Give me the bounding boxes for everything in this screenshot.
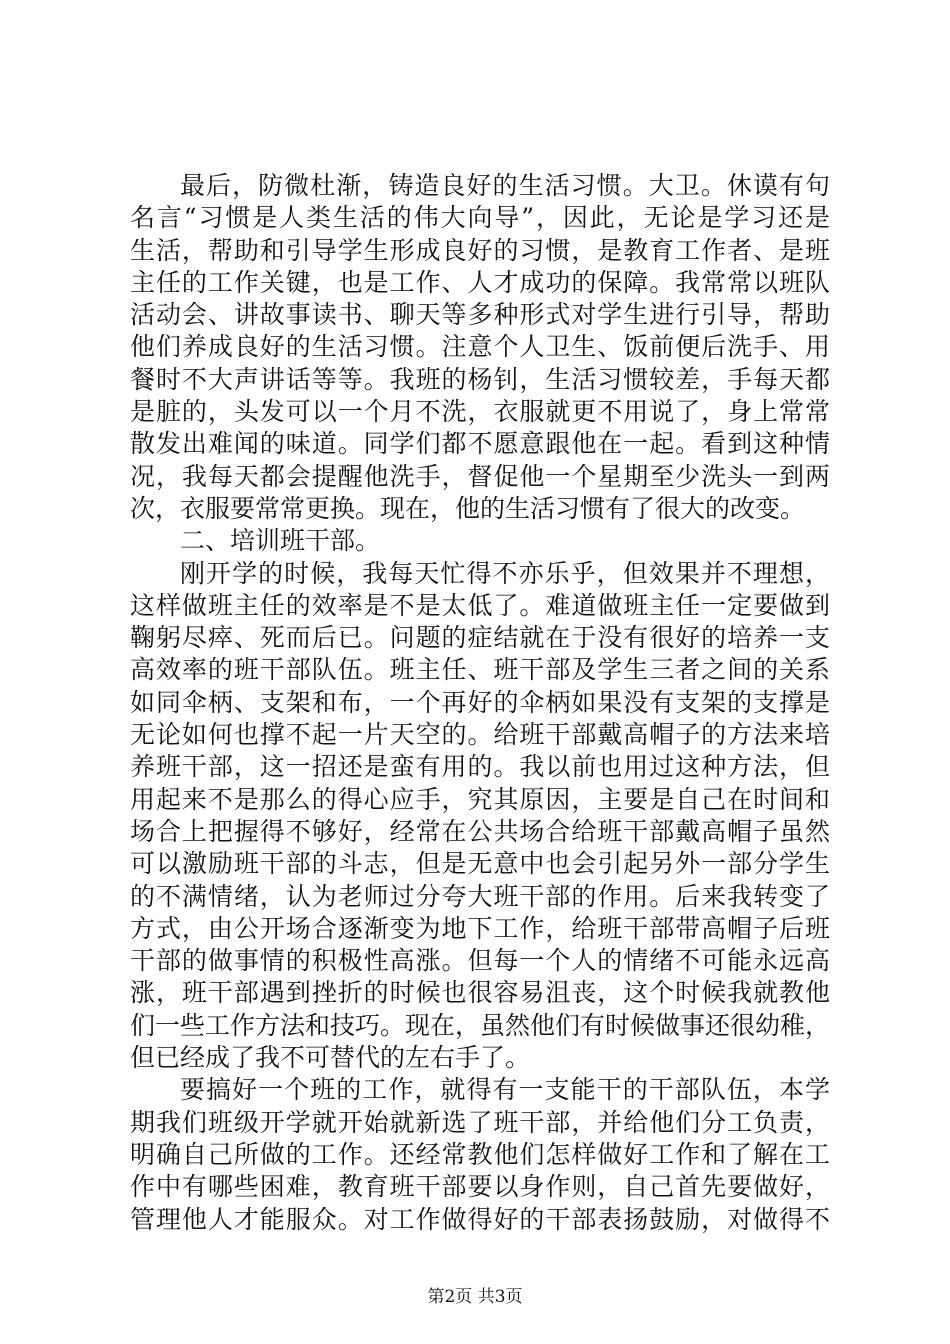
paragraph-line: 但已经成了我不可替代的左右手了。: [130, 1043, 531, 1073]
paragraph-line: 们一些工作方法和技巧。现在，虽然他们有时候做事还很幼稚，: [130, 1010, 830, 1040]
paragraph-line: 最后，防微杜渐，铸造良好的生活习惯。大卫。休谟有句: [180, 171, 830, 200]
paragraph-line: 如同伞柄、支架和布，一个再好的伞柄如果没有支架的支撑是: [130, 687, 830, 717]
paragraph-line: 的不满情绪，认为老师过分夸大班干部的作用。后来我转变了: [130, 881, 830, 911]
paragraph-line: 况，我每天都会提醒他洗手，督促他一个星期至少洗头一到两: [130, 461, 830, 491]
paragraph-line: 要搞好一个班的工作，就得有一支能干的干部队伍，本学: [180, 1075, 830, 1105]
paragraph-line: 高效率的班干部队伍。班主任、班干部及学生三者之间的关系: [130, 655, 830, 685]
paragraph-line: 是脏的，头发可以一个月不洗，衣服就更不用说了，身上常常: [130, 397, 830, 427]
paragraph-line: 无论如何也撑不起一片天空的。给班干部戴高帽子的方法来培: [130, 720, 830, 750]
paragraph-line: 他们养成良好的生活习惯。注意个人卫生、饭前便后洗手、用: [130, 332, 830, 362]
paragraph-line: 养班干部，这一招还是蛮有用的。我以前也用过这种方法，但: [130, 752, 830, 782]
paragraph-line: 这样做班主任的效率是不是太低了。难道做班主任一定要做到: [130, 590, 830, 620]
paragraph-line: 鞠躬尽瘁、死而后已。问题的症结就在于没有很好的培养一支: [130, 623, 830, 653]
paragraph-line: 明确自己所做的工作。还经常教他们怎样做好工作和了解在工: [130, 1139, 830, 1169]
page-number-footer: 第2页 共3页: [427, 1287, 523, 1307]
paragraph-line: 次，衣服要常常更换。现在，他的生活习惯有了很大的改变。: [130, 493, 806, 523]
paragraph-line: 刚开学的时候，我每天忙得不亦乐乎，但效果并不理想，: [180, 558, 830, 588]
paragraph-line: 用起来不是那么的得心应手，究其原因，主要是自己在时间和: [130, 784, 830, 814]
paragraph-line: 方式，由公开场合逐渐变为地下工作，给班干部带高帽子后班: [130, 913, 830, 943]
document-body: [130, 170, 830, 1236]
paragraph-line: 管理他人才能服众。对工作做得好的干部表扬鼓励，对做得不: [130, 1204, 830, 1234]
paragraph-line: 干部的做事情的积极性高涨。但每一个人的情绪不可能永远高: [130, 946, 830, 976]
paragraph-line: 主任的工作关键，也是工作、人才成功的保障。我常常以班队: [130, 267, 830, 297]
paragraph-line: 可以激励班干部的斗志，但是无意中也会引起另外一部分学生: [130, 849, 830, 879]
paragraph-line: 涨，班干部遇到挫折的时候也很容易沮丧，这个时候我就教他: [130, 978, 830, 1008]
paragraph-line: 生活，帮助和引导学生形成良好的习惯，是教育工作者、是班: [130, 235, 830, 265]
section-heading: 二、培训班干部。: [180, 526, 381, 556]
paragraph-line: 餐时不大声讲话等等。我班的杨钊，生活习惯较差，手每天都: [130, 364, 830, 394]
paragraph-line: 作中有哪些困难，教育班干部要以身作则，自己首先要做好，: [130, 1172, 830, 1202]
paragraph-line: 散发出难闻的味道。同学们都不愿意跟他在一起。看到这种情: [130, 429, 830, 459]
paragraph-line: 场合上把握得不够好，经常在公共场合给班干部戴高帽子虽然: [130, 816, 830, 846]
paragraph-line: 名言“习惯是人类生活的伟大向导”，因此，无论是学习还是: [130, 203, 830, 233]
paragraph-line: 期我们班级开学就开始就新选了班干部，并给他们分工负责，: [130, 1107, 830, 1137]
paragraph-line: 活动会、讲故事读书、聊天等多种形式对学生进行引导，帮助: [130, 300, 830, 330]
